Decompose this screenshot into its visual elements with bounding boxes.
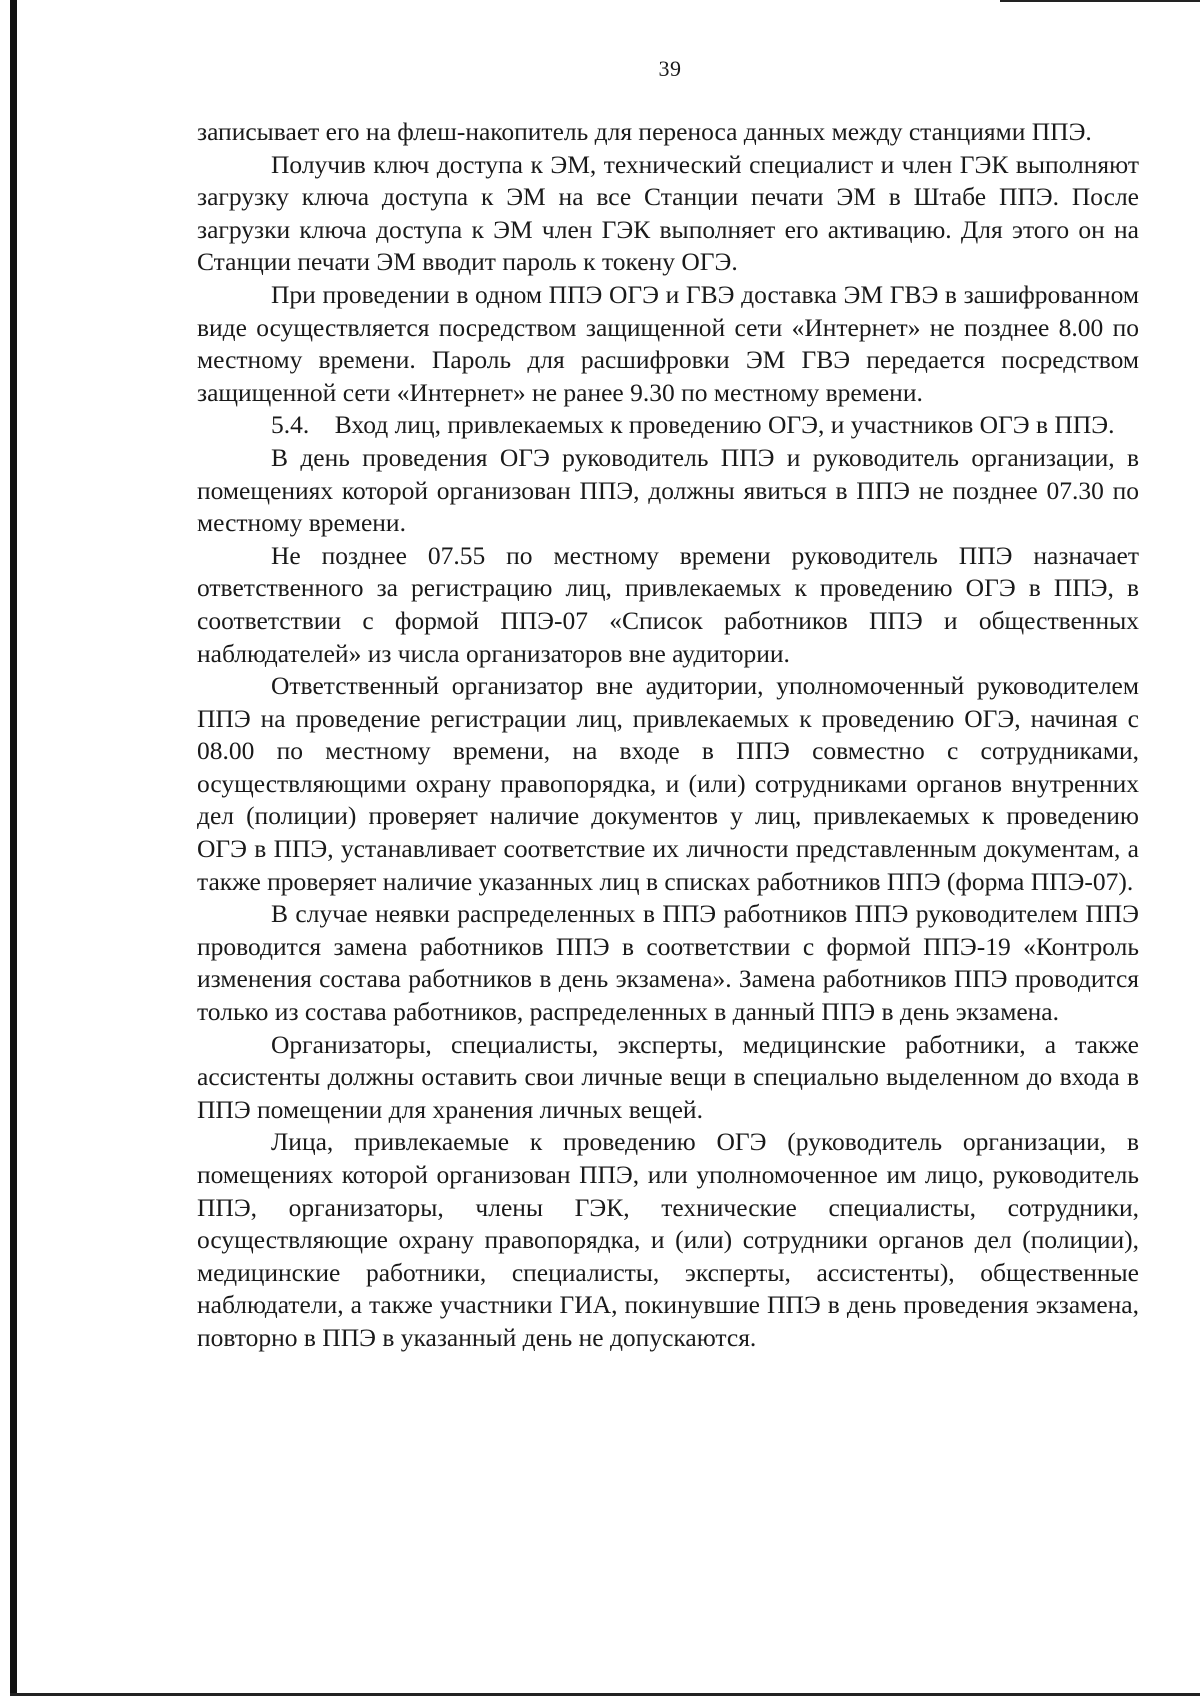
- scan-border-left: [10, 0, 17, 1696]
- paragraph-registration-check: Ответственный организатор вне аудитории, уполномоченный руководителем ППЭ на проведение регистрации лиц, привлекаемых к проведению ОГЭ, начиная с 08.00 по местному времени, на входе в ППЭ совместно с сотрудниками, осуществляющими охрану правопорядка, и (или) сотрудниками органов внутренних дел (полиции) проверяет наличие документов у лиц, привлекаемых к проведению ОГЭ в ППЭ, устанавливает соответствие их личности представленным документам, а также проверяет наличие указанных лиц в списках работников ППЭ (форма ППЭ-07).: [197, 671, 1139, 896]
- paragraph-personal-items: Организаторы, специалисты, эксперты, медицинские работники, а также ассистенты должны оставить свои личные вещи в специально выделенном до входа в ППЭ помещении для хранения личных вещей.: [197, 1029, 1139, 1124]
- paragraph-no-readmission: Лица, привлекаемые к проведению ОГЭ (руководитель организации, в помещениях которой организован ППЭ, или уполномоченное им лицо, руководитель ППЭ, организаторы, члены ГЭК, технические специалисты, сотрудники, осуществляющие охрану правопорядка, и (или) сотрудники органов дел (полиции), медицинские работники, специалисты, эксперты, ассистенты), общественные наблюдатели, а также участники ГИА, покинувшие ППЭ в день проведения экзамена, повторно в ППЭ в указанный день не допускаются.: [197, 1127, 1139, 1352]
- paragraph-access-key: Получив ключ доступа к ЭМ, технический специалист и член ГЭК выполняют загрузку ключа доступа к ЭМ на все Станции печати ЭМ в Штабе ППЭ. После загрузки ключа доступа к ЭМ член ГЭК выполняет его активацию. Для этого он на Станции печати ЭМ вводит пароль к токену ОГЭ.: [197, 149, 1139, 277]
- paragraph-staff-replacement: В случае неявки распределенных в ППЭ работников ППЭ руководителем ППЭ проводится замена работников ППЭ в соответствии с формой ППЭ-19 «Контроль изменения состава работников в день экзамена». Замена работников ППЭ проводится только из состава работников, распределенных в данный ППЭ в день экзамена.: [197, 899, 1139, 1027]
- section-heading-5-4: 5.4. Вход лиц, привлекаемых к проведению ОГЭ, и участников ОГЭ в ППЭ.: [271, 410, 1115, 440]
- scan-line-top: [1000, 0, 1200, 2]
- paragraph-arrival: В день проведения ОГЭ руководитель ППЭ и руководитель организации, в помещениях которой организован ППЭ, должны явиться в ППЭ не позднее 07.30 по местному времени.: [197, 442, 1139, 538]
- document-body: [197, 116, 1139, 1355]
- page-number: 39: [658, 56, 682, 81]
- paragraph-registration-assignment: Не позднее 07.55 по местному времени руководитель ППЭ назначает ответственного за регистрацию лиц, привлекаемых к проведению ОГЭ в ППЭ, в соответствии с формой ППЭ-07 «Список работников ППЭ и общественных наблюдателей» из числа организаторов вне аудитории.: [197, 540, 1139, 668]
- paragraph-gve-delivery: При проведении в одном ППЭ ОГЭ и ГВЭ доставка ЭМ ГВЭ в зашифрованном виде осуществляется посредством защищенной сети «Интернет» не позднее 8.00 по местному времени. Пароль для расшифровки ЭМ ГВЭ передается посредством защищенной сети «Интернет» не ранее 9.30 по местному времени.: [197, 279, 1139, 407]
- paragraph-continuation: записывает его на флеш-накопитель для переноса данных между станциями ППЭ.: [197, 117, 1092, 146]
